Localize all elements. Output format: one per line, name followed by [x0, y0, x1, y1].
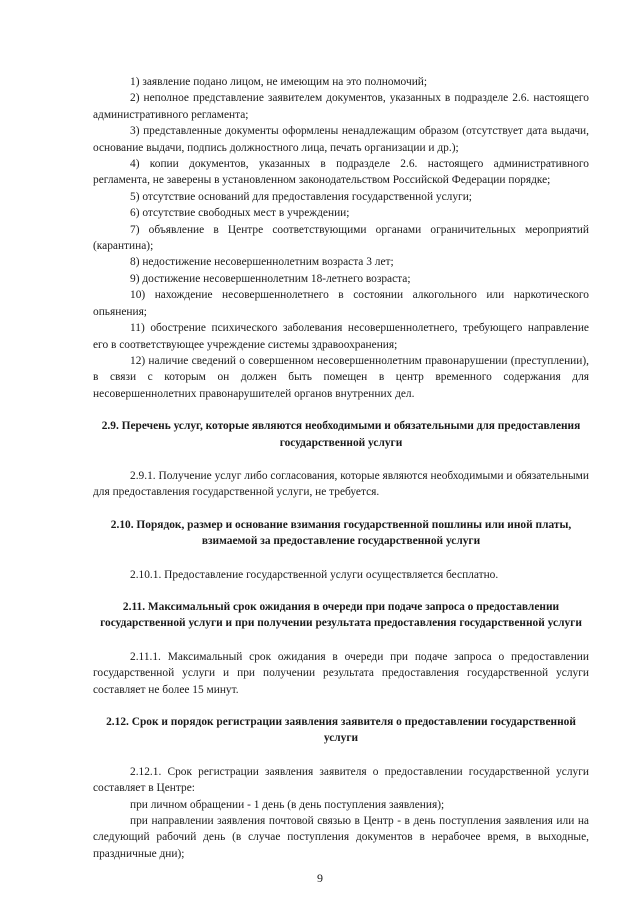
list-item: при направлении заявления почтовой связью в Центр - в день поступления заявления или на следующий рабочий день (в случае поступления документов в нерабочее время, в выходные, праздничные дни); — [93, 815, 589, 860]
section-heading-2-11: 2.11. Максимальный срок ожидания в очереди при подаче запроса о предоставлении государственной услуги и при получении результата предоставления государственной услуги — [100, 600, 582, 630]
list-item: 7) объявление в Центре соответствующими органами ограничительных мероприятий (карантина); — [93, 223, 589, 253]
section-heading-2-9: 2.9. Перечень услуг, которые являются необходимыми и обязательными для предоставления государственной услуги — [101, 420, 581, 449]
document-page — [93, 74, 589, 862]
list-item: 3) представленные документы оформлены ненадлежащим образом (отсутствует дата выдачи, основание выдачи, подпись должностного лица, печать организации и др.); — [93, 125, 589, 154]
list-item: 1) заявление подано лицом, не имеющим на это полномочий; — [130, 76, 428, 88]
list-item: 8) недостижение несовершеннолетним возраста 3 лет; — [130, 256, 394, 269]
section-heading-2-12: 2.12. Срок и порядок регистрации заявления заявителя о предоставлении государственной услуги — [106, 716, 576, 745]
list-item: 12) наличие сведений о совершенном несовершеннолетним правонарушении (преступлении), в связи с которым он должен быть помещен в центр временного содержания для несовершеннолетних правонарушителей органов внутренних дел. — [93, 354, 589, 400]
paragraph-2-9-1: 2.9.1. Получение услуг либо согласования, которые являются необходимыми и обязательными для предоставления государственной услуги, не требуется. — [93, 469, 589, 499]
list-item: 11) обострение психического заболевания несовершеннолетнего, требующего направление его в соответствующее учреждение системы здравоохранения; — [93, 322, 589, 351]
list-item: 10) нахождение несовершеннолетнего в состоянии алкогольного или наркотического опьянения; — [93, 289, 589, 318]
paragraph-2-10-1: 2.10.1. Предоставление государственной услуги осуществляется бесплатно. — [130, 568, 499, 581]
list-item: 9) достижение несовершеннолетним 18-летнего возраста; — [130, 272, 411, 285]
list-item: 2) неполное представление заявителем документов, указанных в подразделе 2.6. настоящего административного регламента; — [93, 92, 589, 121]
list-item: 6) отсутствие свободных мест в учреждении; — [130, 207, 350, 220]
paragraph-2-12-1: 2.12.1. Срок регистрации заявления заявителя о предоставлении государственной услуги составляет в Центре: — [93, 765, 589, 795]
list-item: 4) копии документов, указанных в подразделе 2.6. настоящего административного регламента, не заверены в установленном законодательством Российской Федерации порядке; — [93, 158, 589, 187]
section-heading-2-10: 2.10. Порядок, размер и основание взимания государственной пошлины или иной платы, взимаемой за предоставление государственной услуги — [110, 518, 572, 548]
list-item: при личном обращении - 1 день (в день поступления заявления); — [130, 798, 445, 811]
list-item: 5) отсутствие оснований для предоставления государственной услуги; — [130, 190, 472, 203]
paragraph-2-11-1: 2.11.1. Максимальный срок ожидания в очереди при подаче запроса о предоставлении государственной услуги и при получении результата предоставления государственной услуги составляет не более 15 минут. — [93, 650, 589, 696]
page-number: 9 — [317, 871, 323, 885]
